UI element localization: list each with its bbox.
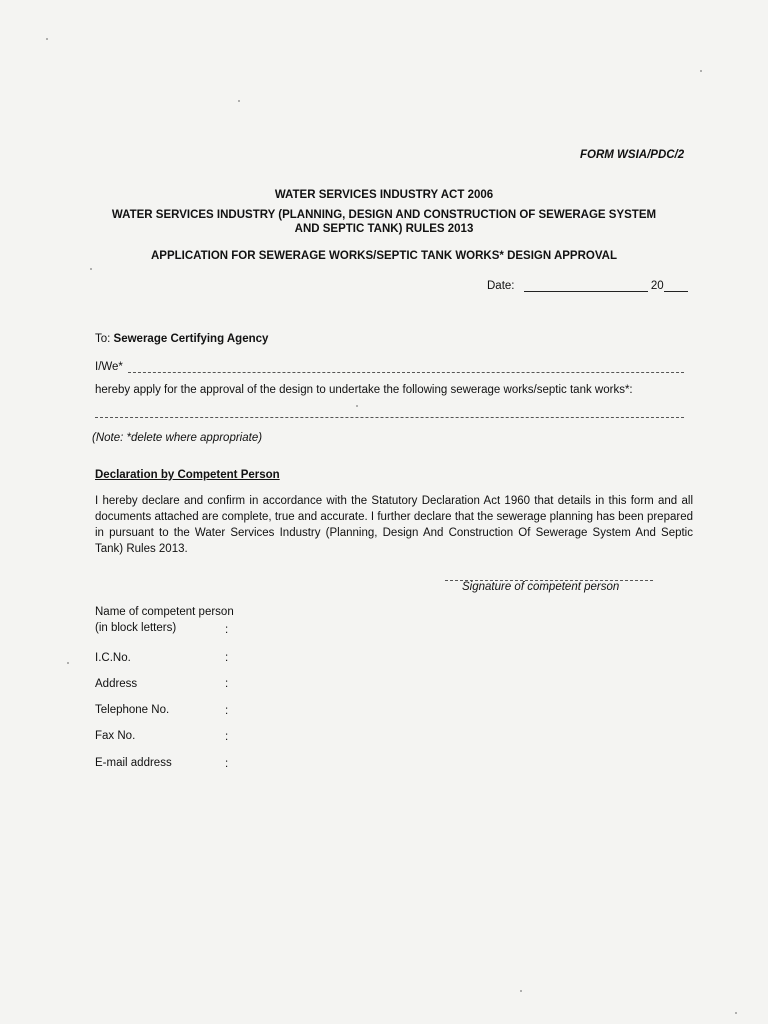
scan-speck [520,990,522,992]
scan-speck [356,405,358,407]
address-label: Address [95,678,138,690]
scan-speck [238,100,240,102]
scan-speck [46,38,48,40]
declaration-heading: Declaration by Competent Person [95,469,280,481]
name-label-line2: (in block letters) [95,622,177,634]
name-colon: : [225,624,229,636]
scan-speck [67,662,69,664]
email-label: E-mail address [95,757,172,769]
date-label: Date: [487,280,515,292]
telephone-colon: : [225,705,229,717]
scan-speck [735,1012,737,1014]
application-title: APPLICATION FOR SEWERAGE WORKS/SEPTIC TANK WORKS* DESIGN APPROVAL [151,250,617,262]
rules-title-line1: WATER SERVICES INDUSTRY (PLANNING, DESIGN AND CONSTRUCTION OF SEWERAGE SYSTEM [111,209,657,221]
date-day-month-line[interactable] [524,279,648,292]
scan-speck [90,268,92,270]
act-title: WATER SERVICES INDUSTRY ACT 2006 [274,189,494,201]
declaration-body: I hereby declare and confirm in accordance with the Statutory Declaration Act 1960 that details in this form and all documents attached are complete, true and accurate. I further declare that the sewerage planning has been prepared in pursuant to the Water Services Industry (Planning, Design And Construction Of Sewerage System And Septic Tank) Rules 2013. [95,495,693,555]
applicant-label: I/We* [95,361,123,373]
date-year-line[interactable] [664,279,688,292]
rules-title-line2: AND SEPTIC TANK) RULES 2013 [294,223,474,235]
address-colon: : [225,678,229,690]
addressee-name: Sewerage Certifying Agency [113,333,269,345]
form-code: FORM WSIA/PDC/2 [580,149,685,161]
applicant-line[interactable] [128,372,684,373]
note-text: (Note: *delete where appropriate) [92,432,263,444]
addressee [95,333,268,345]
scan-speck [700,70,702,72]
signature-label: Signature of competent person [462,581,620,593]
ic-label: I.C.No. [95,652,131,664]
date-year-prefix: 20 [650,280,664,292]
fax-colon: : [225,731,229,743]
email-colon: : [225,758,229,770]
name-label-line1: Name of competent person [95,606,234,618]
date-row [487,279,688,292]
ic-colon: : [225,652,229,664]
works-description-line[interactable] [95,417,684,418]
addressee-prefix: To: [95,333,111,345]
fax-label: Fax No. [95,730,136,742]
apply-text: hereby apply for the approval of the design to undertake the following sewerage works/septic tank works*: [95,384,633,396]
telephone-label: Telephone No. [95,704,170,716]
